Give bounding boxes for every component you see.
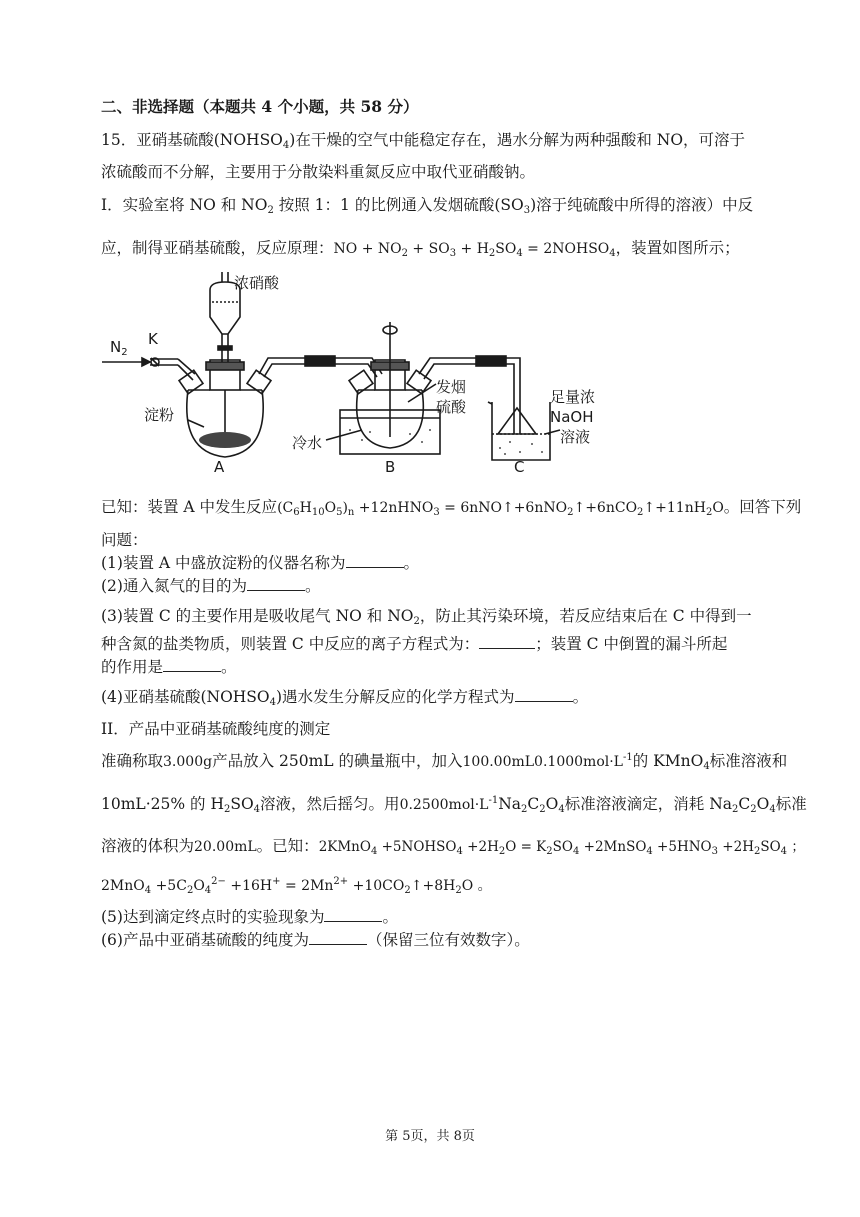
p2-l2-a: 10mL·25% 的 H xyxy=(101,795,224,813)
p2-l2-c: 溶液，然后摇匀。用 xyxy=(260,795,400,813)
q4-text-a: (4)亚硝基硫酸(NOHSO xyxy=(101,688,270,706)
titrant-volume: 20.00mL xyxy=(194,839,257,855)
q4-text-b: )遇水发生分解反应的化学方程式为 xyxy=(276,688,515,706)
sample-mass: 3.000g xyxy=(163,754,213,770)
apparatus-diagram xyxy=(100,262,660,480)
kmno4-conc: 100.00mL0.1000mol·L xyxy=(462,754,623,770)
p2-l3-a: 溶液的体积为 xyxy=(101,837,195,855)
question-4: (4)亚硝基硫酸$(NOHSO_4)$遇水发生分解反应的化学方程式为 。 xyxy=(101,688,589,708)
inverted-funnel xyxy=(498,408,536,434)
part1-line2-text: 应，制得亚硝基硫酸，反应原理： xyxy=(101,239,334,257)
p2-l1-d: 标准溶液和 xyxy=(709,752,788,770)
known-line1 xyxy=(101,495,801,518)
q1-text: (1)装置 A 中盛放淀粉的仪器名称为 xyxy=(101,554,346,572)
part1-text-c: )溶于纯硫酸中所得的溶液）中反 xyxy=(530,196,754,214)
p2-l2-e: C xyxy=(527,795,540,813)
label-naoh-1: 足量浓 xyxy=(550,388,596,406)
question-number: 15． xyxy=(101,131,137,149)
q5-text: (5)达到滴定终点时的实验现象为 xyxy=(101,908,325,926)
known-reaction: $(C_6H_{10}O_5)_n$ +12nHNO$_3$ = $6nNO↑+6nNO_2↑+6nCO_2↑+11nH_2O$ xyxy=(277,500,724,518)
answer-blank-5[interactable] xyxy=(324,909,382,922)
p2-l1-c: 的 KMnO xyxy=(632,752,704,770)
p2-l1-b: 产品放入 250mL 的碘量瓶中，加入 xyxy=(212,752,463,770)
intro-text-cont: )在干燥的空气中能稳定存在，遇水分解为两种强酸和 NO，可溶于 xyxy=(289,131,746,149)
starch-deposit xyxy=(199,432,251,448)
label-conc-nitric: 浓硝酸 xyxy=(234,274,280,292)
q3-line2-b: ；装置 C 中倒置的漏斗所起 xyxy=(535,635,728,653)
known-prefix: 已知：装置 A 中发生反应 xyxy=(101,498,278,516)
question-3-line2 xyxy=(101,632,727,654)
answer-blank-1[interactable] xyxy=(346,555,404,568)
reaction-equation: NO + $NO_2 + SO_3 + H_2SO_4$ = $2NOHSO_4$ xyxy=(333,241,616,259)
q5-period: 。 xyxy=(382,908,398,926)
arrow-head xyxy=(142,358,150,366)
p2-l1-a: 准确称取 xyxy=(101,752,164,770)
question-3-line3 xyxy=(101,655,237,677)
answer-blank-3b[interactable] xyxy=(163,659,221,672)
question-1 xyxy=(101,551,419,573)
q2-period: 。 xyxy=(304,577,321,595)
oxalate-conc: 0.2500mol·L xyxy=(399,797,489,813)
label-cold-water: 冷水 xyxy=(292,434,323,452)
q15-intro-line2: 浓硫酸而不分解，主要用于分散染料重氮反应中取代亚硝酸钠。 xyxy=(101,163,536,181)
question-2 xyxy=(101,574,320,596)
q4-period: 。 xyxy=(572,688,589,706)
label-n2: $N_2$ xyxy=(110,338,128,358)
q1-period: 。 xyxy=(403,554,420,572)
part2-heading: II．产品中亚硝基硫酸纯度的测定 xyxy=(101,720,331,738)
q3-line3: 的作用是 xyxy=(101,658,164,676)
q3-period: 。 xyxy=(221,658,237,676)
q2-text: (2)通入氮气的目的为 xyxy=(101,577,247,595)
answer-blank-3a[interactable] xyxy=(479,636,535,649)
question-3-line1: (3)装置 C 的主要作用是吸收尾气 NO 和 $NO_2$，防止其污染环境，若反应结束后在 C 中得到一 xyxy=(101,607,752,627)
answer-blank-6[interactable] xyxy=(309,932,367,945)
part2-line2: 10mL·25% 的 $H_2SO_4$溶液，然后摇匀。用$0.2500mol\cdot L^{-1}Na_2C_2O_4$标准溶液滴定，消耗 $Na_2C_2O_4$标准 xyxy=(101,795,807,815)
known-suffix: 。回答下列 xyxy=(723,498,802,516)
p2-l2-d: Na xyxy=(498,795,522,813)
part1-line1: I．实验室将 NO 和 $NO_2$ 按照 1：1 的比例通入发烟硫酸$(SO_3)$溶于纯硫酸中所得的溶液）中反 xyxy=(101,196,754,216)
q6-text: (6)产品中亚硝基硫酸的纯度为 xyxy=(101,931,309,949)
part1-line2-suffix: ，装置如图所示； xyxy=(615,239,740,257)
label-b: B xyxy=(385,458,396,476)
section-heading: 二、非选择题（本题共 4 个小题，共 58 分） xyxy=(101,97,419,116)
label-starch: 淀粉 xyxy=(144,406,175,424)
kmno4-reaction: 2KMnO$_4$ $+5NOHSO_4 +2H_2O = K_2SO_4$ +2MnSO$_4$ $+5HNO_3 +2H_2SO_4$ ； xyxy=(318,839,805,857)
label-oleum-2: 硫酸 xyxy=(436,398,467,416)
p2-l3-b: 。已知： xyxy=(256,837,319,855)
part1-text-b: 按照 1：1 的比例通入发烟硫酸(SO xyxy=(273,196,524,214)
label-k: K xyxy=(148,330,158,348)
known-line2: 问题： xyxy=(101,531,148,549)
q3-line2-a: 种含氮的盐类物质，则装置 C 中反应的离子方程式为： xyxy=(101,635,480,653)
label-naoh-2: NaOH xyxy=(550,408,594,426)
q3-text-a: (3)装置 C 的主要作用是吸收尾气 NO 和 NO xyxy=(101,607,414,625)
q15-intro-line1: 15．亚硝基硫酸$(NOHSO_4)$在干燥的空气中能稳定存在，遇水分解为两种强酸和 NO，可溶于 xyxy=(101,131,746,151)
page-footer: 第 5页，共 8页 xyxy=(385,1129,475,1144)
label-oleum-1: 发烟 xyxy=(436,378,467,396)
answer-blank-2[interactable] xyxy=(247,578,305,591)
answer-blank-4[interactable] xyxy=(515,689,573,702)
label-naoh-3: 溶液 xyxy=(560,428,591,446)
q3-text-b: ，防止其污染环境，若反应结束后在 C 中得到一 xyxy=(419,607,752,625)
question-6 xyxy=(101,928,530,950)
part1-text-a: I．实验室将 NO 和 NO xyxy=(101,196,268,214)
label-c: C xyxy=(514,458,525,476)
p2-l2-f: O xyxy=(545,795,559,813)
question-5 xyxy=(101,905,398,927)
intro-text: 亚硝基硫酸(NOHSO xyxy=(136,131,283,149)
q6-suffix: （保留三位有效数字）。 xyxy=(366,931,530,949)
p2-l2-b: SO xyxy=(230,795,254,813)
part2-line1: 准确称取3.000g产品放入 250mL 的碘量瓶中，加入$100.00mL0.1000mol\cdot L^{-1}$的 KMnO$_4$标准溶液和 xyxy=(101,752,788,772)
label-a: A xyxy=(214,458,225,476)
p2-l2-g: 标准溶液滴定，消耗 Na xyxy=(564,795,732,813)
part1-line2 xyxy=(101,236,740,259)
part2-line3 xyxy=(101,834,805,857)
p2-l2-h: 标准 xyxy=(775,795,807,813)
permanganate-oxalate-reaction: $2MnO_4 +5C_2O_4^{2-} +16H^+ = 2Mn^{2+}$ $+10CO_2↑+8H_2O$ 。 xyxy=(101,876,492,896)
